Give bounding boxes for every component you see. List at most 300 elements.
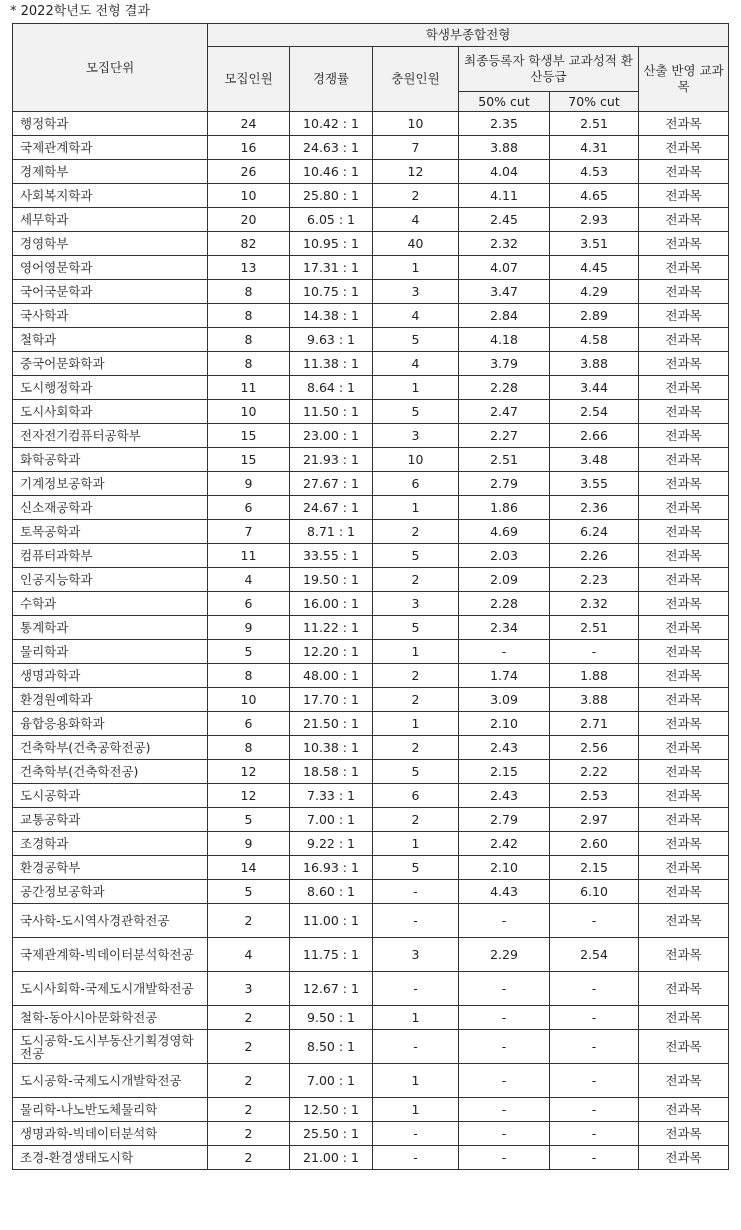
header-extra: 충원인원	[373, 47, 459, 112]
cell-quota: 11	[208, 544, 290, 568]
cell-unit: 교통공학과	[13, 808, 208, 832]
cell-extra: 5	[373, 616, 459, 640]
table-row	[13, 208, 729, 232]
cell-quota: 2	[208, 904, 290, 938]
cell-extra: 1	[373, 640, 459, 664]
table-row	[13, 280, 729, 304]
cell-cut70: -	[550, 1064, 639, 1098]
cell-cut70: 4.45	[550, 256, 639, 280]
cell-cut50: 2.42	[459, 832, 550, 856]
cell-extra: 2	[373, 688, 459, 712]
cell-rate: 9.22 : 1	[290, 832, 373, 856]
cell-unit: 환경원예학과	[13, 688, 208, 712]
cell-unit: 건축학부(건축공학전공)	[13, 736, 208, 760]
cell-extra: 4	[373, 304, 459, 328]
cell-rate: 7.00 : 1	[290, 1064, 373, 1098]
cell-cut50: -	[459, 972, 550, 1006]
cell-rate: 18.58 : 1	[290, 760, 373, 784]
table-row	[13, 472, 729, 496]
cell-cut70: 4.53	[550, 160, 639, 184]
admission-results-table	[12, 23, 729, 1170]
cell-cut70: -	[550, 1146, 639, 1170]
table-row	[13, 160, 729, 184]
table-row	[13, 304, 729, 328]
cell-subjects: 전과목	[639, 1122, 729, 1146]
header-cut70: 70% cut	[550, 92, 639, 112]
cell-quota: 10	[208, 184, 290, 208]
cell-cut50: 2.43	[459, 784, 550, 808]
cell-subjects: 전과목	[639, 616, 729, 640]
cell-rate: 8.50 : 1	[290, 1030, 373, 1064]
cell-cut70: 4.29	[550, 280, 639, 304]
cell-quota: 5	[208, 880, 290, 904]
table-body	[13, 112, 729, 1170]
cell-subjects: 전과목	[639, 972, 729, 1006]
cell-quota: 14	[208, 856, 290, 880]
cell-subjects: 전과목	[639, 160, 729, 184]
table-row	[13, 424, 729, 448]
cell-subjects: 전과목	[639, 1030, 729, 1064]
cell-cut70: 2.51	[550, 616, 639, 640]
cell-extra: -	[373, 904, 459, 938]
cell-cut50: 2.47	[459, 400, 550, 424]
table-row	[13, 544, 729, 568]
cell-unit: 철학과	[13, 328, 208, 352]
cell-extra: 10	[373, 112, 459, 136]
cell-rate: 21.93 : 1	[290, 448, 373, 472]
cell-rate: 11.22 : 1	[290, 616, 373, 640]
cell-quota: 6	[208, 496, 290, 520]
table-row	[13, 832, 729, 856]
cell-unit: 도시사회학과	[13, 400, 208, 424]
table-row	[13, 520, 729, 544]
cell-extra: 1	[373, 376, 459, 400]
cell-unit: 수학과	[13, 592, 208, 616]
cell-extra: 1	[373, 496, 459, 520]
cell-cut70: 1.88	[550, 664, 639, 688]
cell-extra: -	[373, 972, 459, 1006]
cell-unit: 국제관계학과	[13, 136, 208, 160]
cell-extra: 6	[373, 472, 459, 496]
cell-cut50: 2.10	[459, 856, 550, 880]
cell-cut70: 3.51	[550, 232, 639, 256]
cell-cut70: 4.65	[550, 184, 639, 208]
cell-subjects: 전과목	[639, 1006, 729, 1030]
cell-cut70: 2.56	[550, 736, 639, 760]
table-row	[13, 856, 729, 880]
cell-subjects: 전과목	[639, 400, 729, 424]
cell-extra: 5	[373, 544, 459, 568]
cell-cut50: 3.79	[459, 352, 550, 376]
cell-unit: 기계정보공학과	[13, 472, 208, 496]
cell-extra: -	[373, 880, 459, 904]
table-row	[13, 1098, 729, 1122]
cell-unit: 도시행정학과	[13, 376, 208, 400]
cell-quota: 10	[208, 688, 290, 712]
table-row	[13, 112, 729, 136]
table-row	[13, 496, 729, 520]
cell-unit: 신소재공학과	[13, 496, 208, 520]
table-row	[13, 712, 729, 736]
cell-unit: 화학공학과	[13, 448, 208, 472]
table-row	[13, 616, 729, 640]
cell-subjects: 전과목	[639, 1146, 729, 1170]
cell-unit: 철학-동아시아문화학전공	[13, 1006, 208, 1030]
cell-quota: 16	[208, 136, 290, 160]
cell-unit: 행정학과	[13, 112, 208, 136]
cell-cut50: 2.10	[459, 712, 550, 736]
cell-extra: 5	[373, 856, 459, 880]
cell-cut50: 4.07	[459, 256, 550, 280]
cell-quota: 8	[208, 304, 290, 328]
cell-unit: 건축학부(건축학전공)	[13, 760, 208, 784]
cell-unit: 영어영문학과	[13, 256, 208, 280]
table-row	[13, 592, 729, 616]
table-row	[13, 184, 729, 208]
cell-quota: 13	[208, 256, 290, 280]
cell-subjects: 전과목	[639, 688, 729, 712]
cell-rate: 8.60 : 1	[290, 880, 373, 904]
cell-extra: 3	[373, 280, 459, 304]
cell-extra: 4	[373, 352, 459, 376]
table-row	[13, 938, 729, 972]
table-row	[13, 328, 729, 352]
cell-rate: 7.00 : 1	[290, 808, 373, 832]
cell-extra: 7	[373, 136, 459, 160]
cell-unit: 조경학과	[13, 832, 208, 856]
cell-extra: 4	[373, 208, 459, 232]
cell-extra: 2	[373, 520, 459, 544]
cell-cut70: 6.24	[550, 520, 639, 544]
table-row	[13, 352, 729, 376]
cell-quota: 8	[208, 664, 290, 688]
cell-cut50: 2.28	[459, 376, 550, 400]
cell-rate: 11.38 : 1	[290, 352, 373, 376]
cell-cut50: -	[459, 1064, 550, 1098]
cell-unit: 국사학-도시역사경관학전공	[13, 904, 208, 938]
cell-quota: 5	[208, 640, 290, 664]
cell-quota: 15	[208, 448, 290, 472]
cell-subjects: 전과목	[639, 352, 729, 376]
cell-quota: 2	[208, 1098, 290, 1122]
cell-rate: 9.50 : 1	[290, 1006, 373, 1030]
cell-cut50: 4.43	[459, 880, 550, 904]
cell-cut70: 3.88	[550, 688, 639, 712]
cell-rate: 24.63 : 1	[290, 136, 373, 160]
cell-cut50: 2.03	[459, 544, 550, 568]
cell-cut70: 3.88	[550, 352, 639, 376]
cell-cut70: 4.58	[550, 328, 639, 352]
table-row	[13, 448, 729, 472]
cell-rate: 8.64 : 1	[290, 376, 373, 400]
cell-quota: 2	[208, 1064, 290, 1098]
cell-cut50: -	[459, 1098, 550, 1122]
cell-quota: 15	[208, 424, 290, 448]
cell-unit: 인공지능학과	[13, 568, 208, 592]
cell-cut70: 3.44	[550, 376, 639, 400]
cell-extra: 3	[373, 938, 459, 972]
table-row	[13, 400, 729, 424]
cell-cut50: 2.28	[459, 592, 550, 616]
cell-subjects: 전과목	[639, 808, 729, 832]
cell-subjects: 전과목	[639, 328, 729, 352]
table-row	[13, 232, 729, 256]
cell-extra: 1	[373, 712, 459, 736]
cell-rate: 10.95 : 1	[290, 232, 373, 256]
cell-cut70: -	[550, 1122, 639, 1146]
cell-cut70: 3.48	[550, 448, 639, 472]
cell-extra: 10	[373, 448, 459, 472]
cell-cut50: 2.34	[459, 616, 550, 640]
cell-cut50: 2.09	[459, 568, 550, 592]
cell-rate: 12.67 : 1	[290, 972, 373, 1006]
cell-rate: 11.00 : 1	[290, 904, 373, 938]
cell-rate: 11.50 : 1	[290, 400, 373, 424]
cell-cut50: 4.69	[459, 520, 550, 544]
cell-subjects: 전과목	[639, 712, 729, 736]
cell-extra: 5	[373, 760, 459, 784]
cell-subjects: 전과목	[639, 832, 729, 856]
cell-subjects: 전과목	[639, 904, 729, 938]
cell-cut50: 3.88	[459, 136, 550, 160]
table-row	[13, 972, 729, 1006]
table-row	[13, 736, 729, 760]
cell-cut50: 1.74	[459, 664, 550, 688]
cell-cut70: -	[550, 1098, 639, 1122]
cell-quota: 2	[208, 1006, 290, 1030]
cell-cut50: 2.84	[459, 304, 550, 328]
cell-rate: 10.46 : 1	[290, 160, 373, 184]
cell-cut70: 2.32	[550, 592, 639, 616]
cell-rate: 9.63 : 1	[290, 328, 373, 352]
cell-cut70: 2.26	[550, 544, 639, 568]
cell-unit: 경영학부	[13, 232, 208, 256]
cell-cut50: 4.11	[459, 184, 550, 208]
cell-quota: 12	[208, 760, 290, 784]
cell-quota: 11	[208, 376, 290, 400]
header-rate: 경쟁률	[290, 47, 373, 112]
cell-subjects: 전과목	[639, 520, 729, 544]
cell-rate: 33.55 : 1	[290, 544, 373, 568]
cell-cut70: 2.22	[550, 760, 639, 784]
cell-subjects: 전과목	[639, 736, 729, 760]
cell-unit: 도시공학-도시부동산기획경영학전공	[13, 1030, 208, 1064]
cell-quota: 3	[208, 972, 290, 1006]
cell-extra: 5	[373, 400, 459, 424]
table-row	[13, 1030, 729, 1064]
cell-extra: -	[373, 1030, 459, 1064]
cell-cut70: 2.54	[550, 400, 639, 424]
table-row	[13, 1006, 729, 1030]
cell-quota: 9	[208, 472, 290, 496]
cell-unit: 국제관계학-빅데이터분석학전공	[13, 938, 208, 972]
table-row	[13, 1146, 729, 1170]
cell-cut50: -	[459, 904, 550, 938]
cell-rate: 10.38 : 1	[290, 736, 373, 760]
header-grade-group: 최종등록자 학생부 교과성적 환산등급	[459, 47, 639, 92]
cell-rate: 23.00 : 1	[290, 424, 373, 448]
cell-cut50: 3.47	[459, 280, 550, 304]
cell-cut70: 3.55	[550, 472, 639, 496]
cell-cut50: 2.32	[459, 232, 550, 256]
cell-rate: 8.71 : 1	[290, 520, 373, 544]
cell-unit: 도시공학-국제도시개발학전공	[13, 1064, 208, 1098]
cell-subjects: 전과목	[639, 496, 729, 520]
cell-cut50: 2.79	[459, 808, 550, 832]
cell-unit: 국사학과	[13, 304, 208, 328]
cell-subjects: 전과목	[639, 568, 729, 592]
cell-cut50: 2.45	[459, 208, 550, 232]
cell-subjects: 전과목	[639, 880, 729, 904]
cell-cut70: 2.23	[550, 568, 639, 592]
cell-rate: 25.80 : 1	[290, 184, 373, 208]
cell-cut50: 1.86	[459, 496, 550, 520]
cell-extra: 1	[373, 1098, 459, 1122]
header-track: 학생부종합전형	[208, 24, 729, 47]
cell-unit: 세무학과	[13, 208, 208, 232]
cell-quota: 10	[208, 400, 290, 424]
cell-quota: 6	[208, 712, 290, 736]
cell-unit: 경제학부	[13, 160, 208, 184]
table-row	[13, 880, 729, 904]
cell-rate: 10.75 : 1	[290, 280, 373, 304]
table-row	[13, 664, 729, 688]
cell-rate: 17.31 : 1	[290, 256, 373, 280]
table-row	[13, 808, 729, 832]
cell-cut70: -	[550, 1006, 639, 1030]
table-header	[13, 24, 729, 112]
header-unit: 모집단위	[13, 24, 208, 112]
cell-extra: 12	[373, 160, 459, 184]
cell-quota: 2	[208, 1122, 290, 1146]
cell-cut50: 4.04	[459, 160, 550, 184]
table-row	[13, 256, 729, 280]
cell-cut50: -	[459, 1122, 550, 1146]
cell-quota: 8	[208, 328, 290, 352]
cell-unit: 도시공학과	[13, 784, 208, 808]
cell-subjects: 전과목	[639, 448, 729, 472]
table-row	[13, 688, 729, 712]
cell-extra: 2	[373, 664, 459, 688]
cell-rate: 27.67 : 1	[290, 472, 373, 496]
cell-quota: 4	[208, 938, 290, 972]
cell-unit: 도시사회학-국제도시개발학전공	[13, 972, 208, 1006]
cell-rate: 7.33 : 1	[290, 784, 373, 808]
cell-subjects: 전과목	[639, 784, 729, 808]
header-subjects: 산출 반영 교과목	[639, 47, 729, 112]
cell-extra: 1	[373, 832, 459, 856]
cell-extra: 2	[373, 808, 459, 832]
cell-quota: 8	[208, 736, 290, 760]
cell-rate: 24.67 : 1	[290, 496, 373, 520]
cell-subjects: 전과목	[639, 208, 729, 232]
cell-cut70: 2.15	[550, 856, 639, 880]
cell-cut70: 2.89	[550, 304, 639, 328]
cell-quota: 2	[208, 1146, 290, 1170]
table-row	[13, 640, 729, 664]
cell-cut50: 2.15	[459, 760, 550, 784]
cell-subjects: 전과목	[639, 424, 729, 448]
cell-extra: 1	[373, 1006, 459, 1030]
table-row	[13, 568, 729, 592]
cell-cut70: -	[550, 1030, 639, 1064]
cell-unit: 공간정보공학과	[13, 880, 208, 904]
cell-subjects: 전과목	[639, 1064, 729, 1098]
cell-cut70: 2.66	[550, 424, 639, 448]
cell-quota: 4	[208, 568, 290, 592]
cell-cut70: 2.51	[550, 112, 639, 136]
table-row	[13, 376, 729, 400]
cell-subjects: 전과목	[639, 136, 729, 160]
cell-extra: 1	[373, 1064, 459, 1098]
cell-cut70: -	[550, 904, 639, 938]
cell-cut50: -	[459, 1146, 550, 1170]
cell-cut70: 2.97	[550, 808, 639, 832]
cell-quota: 26	[208, 160, 290, 184]
header-cut50: 50% cut	[459, 92, 550, 112]
cell-quota: 8	[208, 280, 290, 304]
cell-unit: 융합응용화학과	[13, 712, 208, 736]
cell-subjects: 전과목	[639, 472, 729, 496]
cell-quota: 5	[208, 808, 290, 832]
cell-cut70: -	[550, 640, 639, 664]
cell-unit: 조경-환경생태도시학	[13, 1146, 208, 1170]
cell-quota: 2	[208, 1030, 290, 1064]
table-row	[13, 904, 729, 938]
cell-unit: 물리학과	[13, 640, 208, 664]
cell-rate: 19.50 : 1	[290, 568, 373, 592]
cell-quota: 12	[208, 784, 290, 808]
cell-subjects: 전과목	[639, 856, 729, 880]
cell-cut50: 3.09	[459, 688, 550, 712]
cell-quota: 24	[208, 112, 290, 136]
cell-subjects: 전과목	[639, 112, 729, 136]
cell-subjects: 전과목	[639, 544, 729, 568]
cell-extra: 1	[373, 256, 459, 280]
cell-cut50: -	[459, 1030, 550, 1064]
cell-cut50: 2.35	[459, 112, 550, 136]
cell-unit: 생명과학-빅데이터분석학	[13, 1122, 208, 1146]
cell-extra: -	[373, 1146, 459, 1170]
cell-subjects: 전과목	[639, 1098, 729, 1122]
cell-subjects: 전과목	[639, 376, 729, 400]
table-row	[13, 1122, 729, 1146]
cell-extra: 2	[373, 184, 459, 208]
cell-unit: 환경공학부	[13, 856, 208, 880]
cell-extra: 3	[373, 592, 459, 616]
cell-unit: 컴퓨터과학부	[13, 544, 208, 568]
cell-extra: -	[373, 1122, 459, 1146]
cell-unit: 사회복지학과	[13, 184, 208, 208]
cell-rate: 6.05 : 1	[290, 208, 373, 232]
cell-quota: 20	[208, 208, 290, 232]
cell-unit: 토목공학과	[13, 520, 208, 544]
cell-quota: 7	[208, 520, 290, 544]
cell-cut50: 4.18	[459, 328, 550, 352]
cell-unit: 중국어문화학과	[13, 352, 208, 376]
cell-subjects: 전과목	[639, 256, 729, 280]
table-row	[13, 784, 729, 808]
cell-extra: 2	[373, 736, 459, 760]
table-row	[13, 1064, 729, 1098]
cell-subjects: 전과목	[639, 938, 729, 972]
cell-extra: 40	[373, 232, 459, 256]
cell-rate: 21.50 : 1	[290, 712, 373, 736]
cell-subjects: 전과목	[639, 232, 729, 256]
cell-quota: 8	[208, 352, 290, 376]
cell-rate: 14.38 : 1	[290, 304, 373, 328]
table-row	[13, 760, 729, 784]
